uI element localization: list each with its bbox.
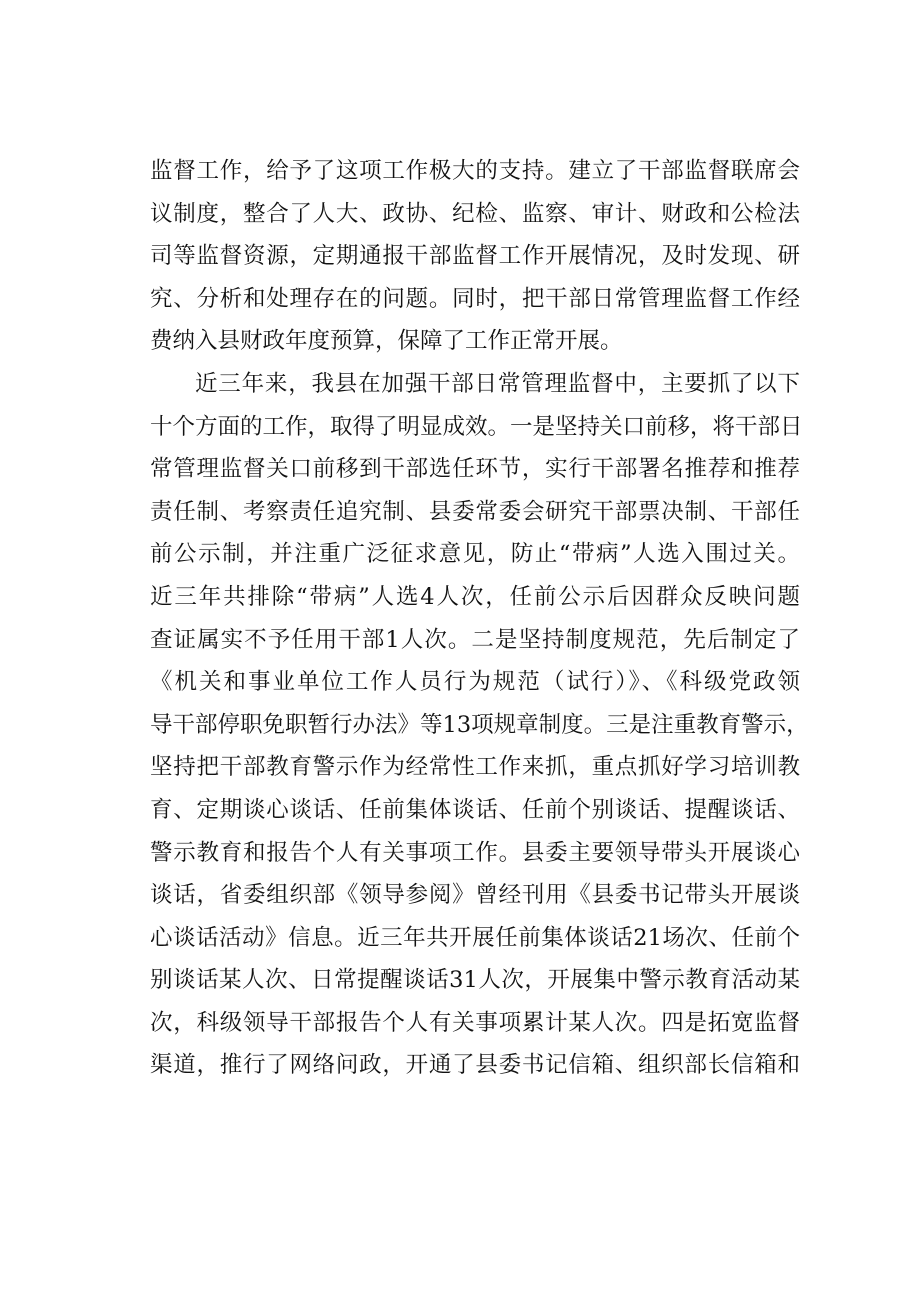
text-line: 渠道，推行了网络问政，开通了县委书记信箱、组织部长信箱和: [150, 1052, 800, 1079]
text-line: 警示教育和报告个人有关事项工作。县委主要领导带头开展谈心: [150, 839, 800, 866]
text-line: 议制度，整合了人大、政协、纪检、监察、审计、财政和公检法: [150, 200, 800, 227]
text-line: 十个方面的工作，取得了明显成效。一是坚持关口前移，将干部日: [150, 413, 803, 440]
text-line: 近三年共排除“带病”人选4人次，任前公示后因群众反映问题: [150, 583, 800, 610]
text-line: 别谈话某人次、日常提醒谈话31人次，开展集中警示教育活动某: [150, 967, 800, 994]
text-line: 次，科级领导干部报告个人有关事项累计某人次。四是拓宽监督: [150, 1009, 800, 1036]
text-line: 导干部停职免职暂行办法》等13项规章制度。三是注重教育警示，: [150, 711, 809, 738]
paragraph-1: [150, 150, 800, 363]
text-line: 司等监督资源，定期通报干部监督工作开展情况，及时发现、研: [150, 243, 800, 270]
text-line: 谈话，省委组织部《领导参阅》曾经刊用《县委书记带头开展谈: [150, 882, 800, 909]
text-line: 究、分析和处理存在的问题。同时，把干部日常管理监督工作经: [150, 285, 800, 312]
paragraph-2: [150, 363, 809, 1087]
text-line: 查证属实不予任用干部1人次。二是坚持制度规范，先后制定了: [150, 626, 800, 653]
text-line: 育、定期谈心谈话、任前集体谈话、任前个别谈话、提醒谈话、: [150, 796, 800, 823]
text-line: 常管理监督关口前移到干部选任环节，实行干部署名推荐和推荐: [150, 456, 800, 483]
text-line: 监督工作，给予了这项工作极大的支持。建立了干部监督联席会: [150, 158, 800, 184]
text-line: 心谈话活动》信息。近三年共开展任前集体谈话21场次、任前个: [150, 924, 800, 951]
text-line: 《机关和事业单位工作人员行为规范（试行）》、《科级党政领: [150, 669, 800, 696]
text-line: 责任制、考察责任追究制、县委常委会研究干部票决制、干部任: [150, 498, 800, 525]
text-line: 费纳入县财政年度预算，保障了工作正常开展。: [150, 328, 623, 355]
text-line: 近三年来，我县在加强干部日常管理监督中，主要抓了以下: [195, 370, 800, 397]
text-line: 前公示制，并注重广泛征求意见，防止“带病”人选入围过关。: [150, 541, 800, 568]
text-line: 坚持把干部教育警示作为经常性工作来抓，重点抓好学习培训教: [150, 754, 800, 781]
